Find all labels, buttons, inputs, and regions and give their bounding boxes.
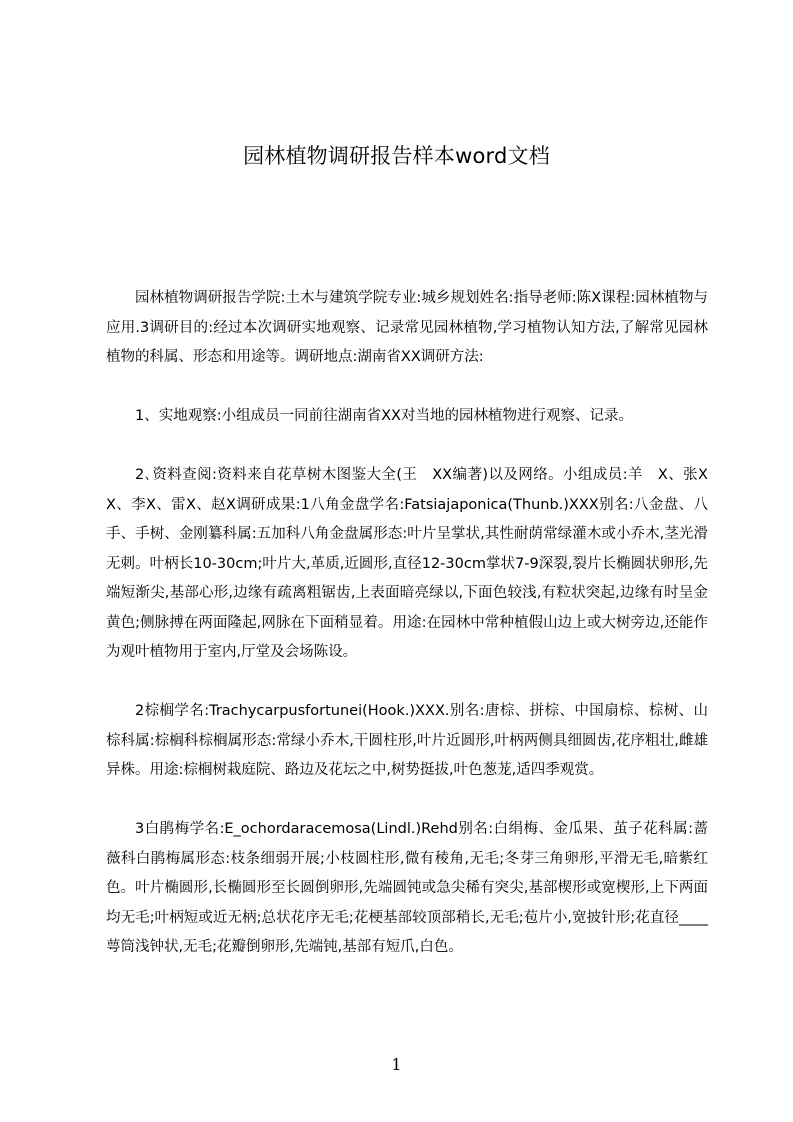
document-title: 园林植物调研报告样本word文档 (243, 144, 550, 168)
paragraph-introduction: 园林植物调研报告学院:土木与建筑学院专业:城乡规划姓名:指导老师:陈X课程:园林植物与应用.3调研目的:经过本次调研实地观察、记录常见园林植物,学习植物认知方法,了解常见园林植物的科属、形态和用途等。调研地点:湖南省XX调研方法: (106, 290, 708, 365)
paragraph-field-observation: 1、实地观察:小组成员一同前往湖南省XX对当地的园林植物进行观察、记录。 (135, 408, 633, 424)
document-body (106, 284, 708, 963)
paragraph-trachycarpus-fortunei: 2棕榈学名:Trachycarpusfortunei(Hook.)XXX.别名:唐棕、拼棕、中国扇棕、棕树、山棕科属:棕榈科棕榈属形态:常绿小乔木,干圆柱形,叶片近圆形,叶柄两侧具细圆齿,花序粗壮,雌雄异株。用途:棕榈树栽庭院、路边及花坛之中,树势挺拔,叶色葱茏,适四季观赏。 (106, 703, 708, 778)
page-number: 1 (391, 1055, 402, 1074)
paragraph-fatsia-japonica: 2､资料查阅:资料来自花草树木图鉴大全(王 XX编著)以及网络。小组成员:羊 X、张XX、李X、雷X、赵X调研成果:1八角金盘学名:Fatsiajaponica(Thunb.)XXX别名:八金盘、八手、手树、金刚纂科属:五加科八角金盘属形态:叶片呈掌状,其性耐荫常绿灌木或小乔木,茎光滑无刺。叶柄长10-30cm;叶片大,革质,近圆形,直径12-30cm掌状7-9深裂,裂片长椭圆状卵形,先端短渐尖,基部心形,边缘有疏离粗锯齿,上表面暗亮绿以,下面色较浅,有粒状突起,边缘有时呈金黄色;侧脉搏在两面隆起,网脉在下面稍显着。用途:在园林中常种植假山边上或大树旁边,还能作为观叶植物用于室内,厅堂及会场陈设。 (106, 467, 708, 660)
paragraph-exochorda-racemosa: 3白鹃梅学名:E_ochordaracemosa(Lindl.)Rehd别名:白绢梅、金瓜果、茧子花科属:蔷薇科白鹃梅属形态:枝条细弱开展;小枝圆柱形,微有稜角,无毛;冬芽三角卵形,平滑无毛,暗紫红色。叶片椭圆形,长椭圆形至长圆倒卵形,先端圆钝或急尖稀有突尖,基部楔形或宽楔形,上下两面均无毛;叶柄短或近无柄;总状花序无毛;花梗基部较顶部稍长,无毛;苞片小,宽披针形;花直径____萼筒浅钟状,无毛;花瓣倒卵形,先端钝,基部有短爪,白色。 (106, 821, 708, 955)
